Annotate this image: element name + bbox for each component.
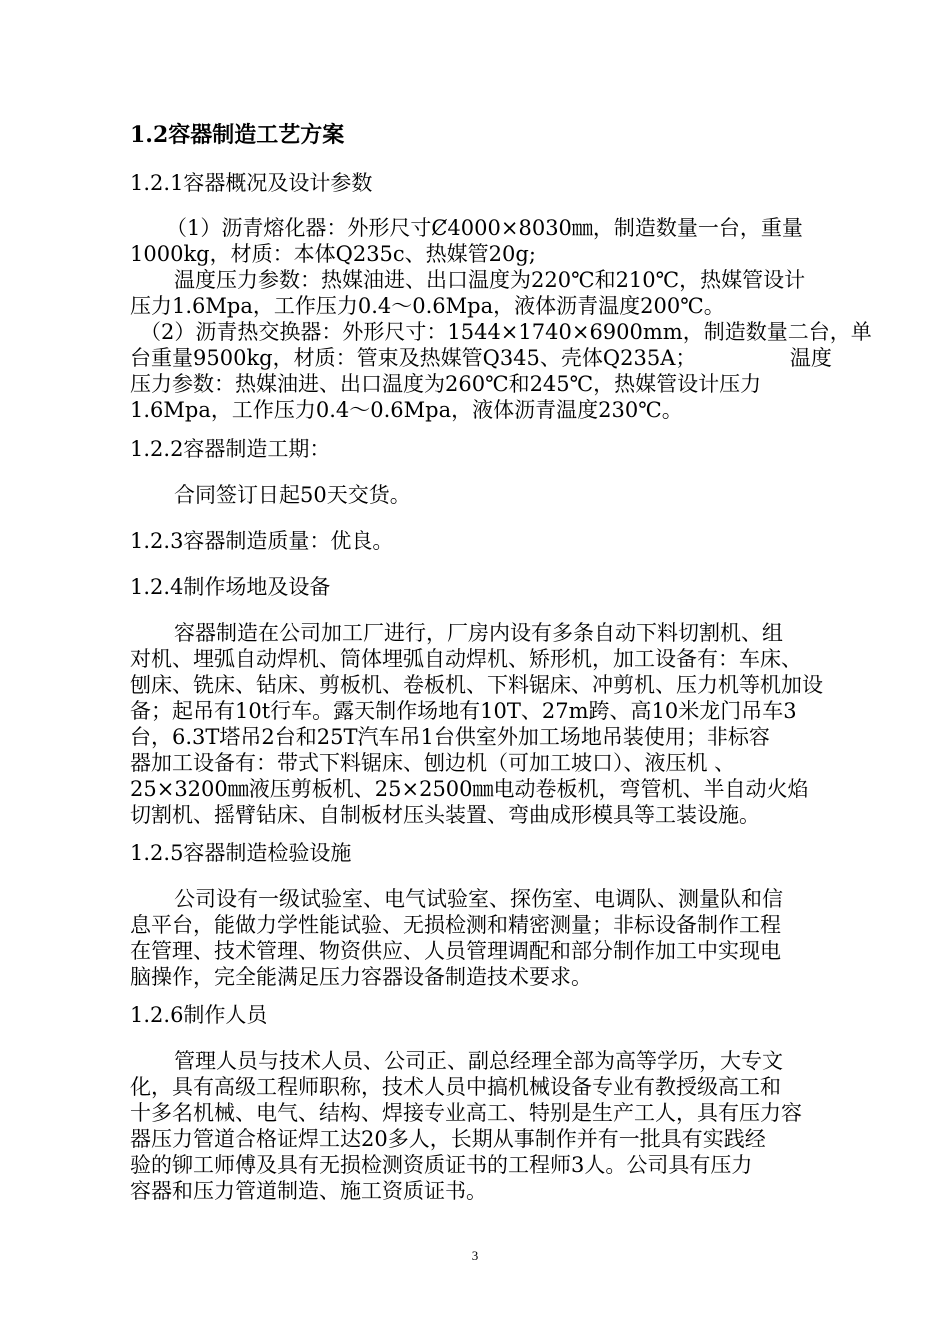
text-line: 刨床、铣床、钻床、剪板机、卷板机、下料锯床、冲剪机、压力机等机加设	[130, 673, 823, 697]
section-title	[130, 122, 810, 148]
text-line: 息平台，能做力学性能试验、无损检测和精密测量；非标设备制作工程	[130, 913, 781, 937]
text-line: （2）沥青热交换器：外形尺寸：1544×1740×6900mm，制造数量二台，单	[140, 320, 872, 344]
heading-1-2-6: 1.2.6制作人员	[130, 1003, 268, 1027]
paragraph-1-2-2	[130, 482, 810, 508]
paragraph-1-2-4	[130, 620, 823, 828]
text-line: 容器和压力管道制造、施工资质证书。	[130, 1179, 487, 1203]
text-line: 压力1.6Mpa，工作压力0.4～0.6Mpa，液体沥青温度200℃。	[130, 294, 725, 318]
text-line: 1000kg，材质：本体Q235c、热媒管20g;	[130, 242, 536, 266]
text-line: 验的铆工师傅及具有无损检测资质证书的工程师3人。公司具有压力	[130, 1153, 753, 1177]
text-line: 化，具有高级工程师职称，技术人员中搞机械设备专业有教授级高工和	[130, 1075, 781, 1099]
text-line: 温度压力参数：热媒油进、出口温度为220℃和210℃，热媒管设计	[174, 268, 806, 292]
text-line: 器压力管道合格证焊工达20多人，长期从事制作并有一批具有实践经	[130, 1127, 766, 1151]
text-line: 对机、埋弧自动焊机、筒体埋弧自动焊机、矫形机，加工设备有：车床、	[130, 647, 802, 671]
text-line: 压力参数：热媒油进、出口温度为260℃和245℃，热媒管设计压力	[130, 372, 762, 396]
text-line: 管理人员与技术人员、公司正、副总经理全部为高等学历，大专文	[174, 1049, 783, 1073]
heading-1-2-3: 1.2.3容器制造质量：优良。	[130, 529, 394, 553]
section-title-text: 1.2容器制造工艺方案	[130, 122, 345, 148]
heading-1-2-1: 1.2.1容器概况及设计参数	[130, 171, 373, 195]
heading-1-2-4: 1.2.4制作场地及设备	[130, 575, 331, 599]
paragraph-1-2-1	[130, 215, 872, 423]
text-line: 备；起吊有10t行车。露天制作场地有10T、27m跨、高10米龙门吊车3	[130, 699, 797, 723]
heading-1-2-2: 1.2.2容器制造工期：	[130, 437, 331, 461]
text-line: （1）沥青熔化器：外形尺寸Ȼ4000×8030㎜，制造数量一台，重量	[166, 216, 803, 240]
text-line: 器加工设备有：带式下料锯床、刨边机（可加工坡口）、液压机 、	[130, 751, 736, 775]
text-line: 容器制造在公司加工厂进行，厂房内设有多条自动下料切割机、组	[174, 621, 783, 645]
text-line: 十多名机械、电气、结构、焊接专业高工、特别是生产工人，具有压力容	[130, 1101, 802, 1125]
text-line: 25×3200㎜液压剪板机、25×2500㎜电动卷板机，弯管机、半自动火焰	[130, 777, 809, 801]
text-line: 在管理、技术管理、物资供应、人员管理调配和部分制作加工中实现电	[130, 939, 781, 963]
text-line: 合同签订日起50天交货。	[174, 483, 411, 507]
text-line: 公司设有一级试验室、电气试验室、探伤室、电调队、测量队和信	[174, 887, 783, 911]
text-line: 台重量9500kg，材质：管束及热媒管Q345、壳体Q235A； 温度	[130, 346, 832, 370]
text-line: 切割机、摇臂钻床、自制板材压头装置、弯曲成形模具等工装设施。	[130, 803, 760, 827]
heading-1-2-5: 1.2.5容器制造检验设施	[130, 841, 352, 865]
text-line: 1.6Mpa，工作压力0.4～0.6Mpa，液体沥青温度230℃。	[130, 398, 683, 422]
paragraph-1-2-5	[130, 886, 810, 990]
text-line: 脑操作，完全能满足压力容器设备制造技术要求。	[130, 965, 592, 989]
text-line: 台，6.3T塔吊2台和25T汽车吊1台供室外加工场地吊装使用；非标容	[130, 725, 770, 749]
page-number: 3	[471, 1248, 479, 1263]
paragraph-1-2-6	[130, 1048, 810, 1204]
